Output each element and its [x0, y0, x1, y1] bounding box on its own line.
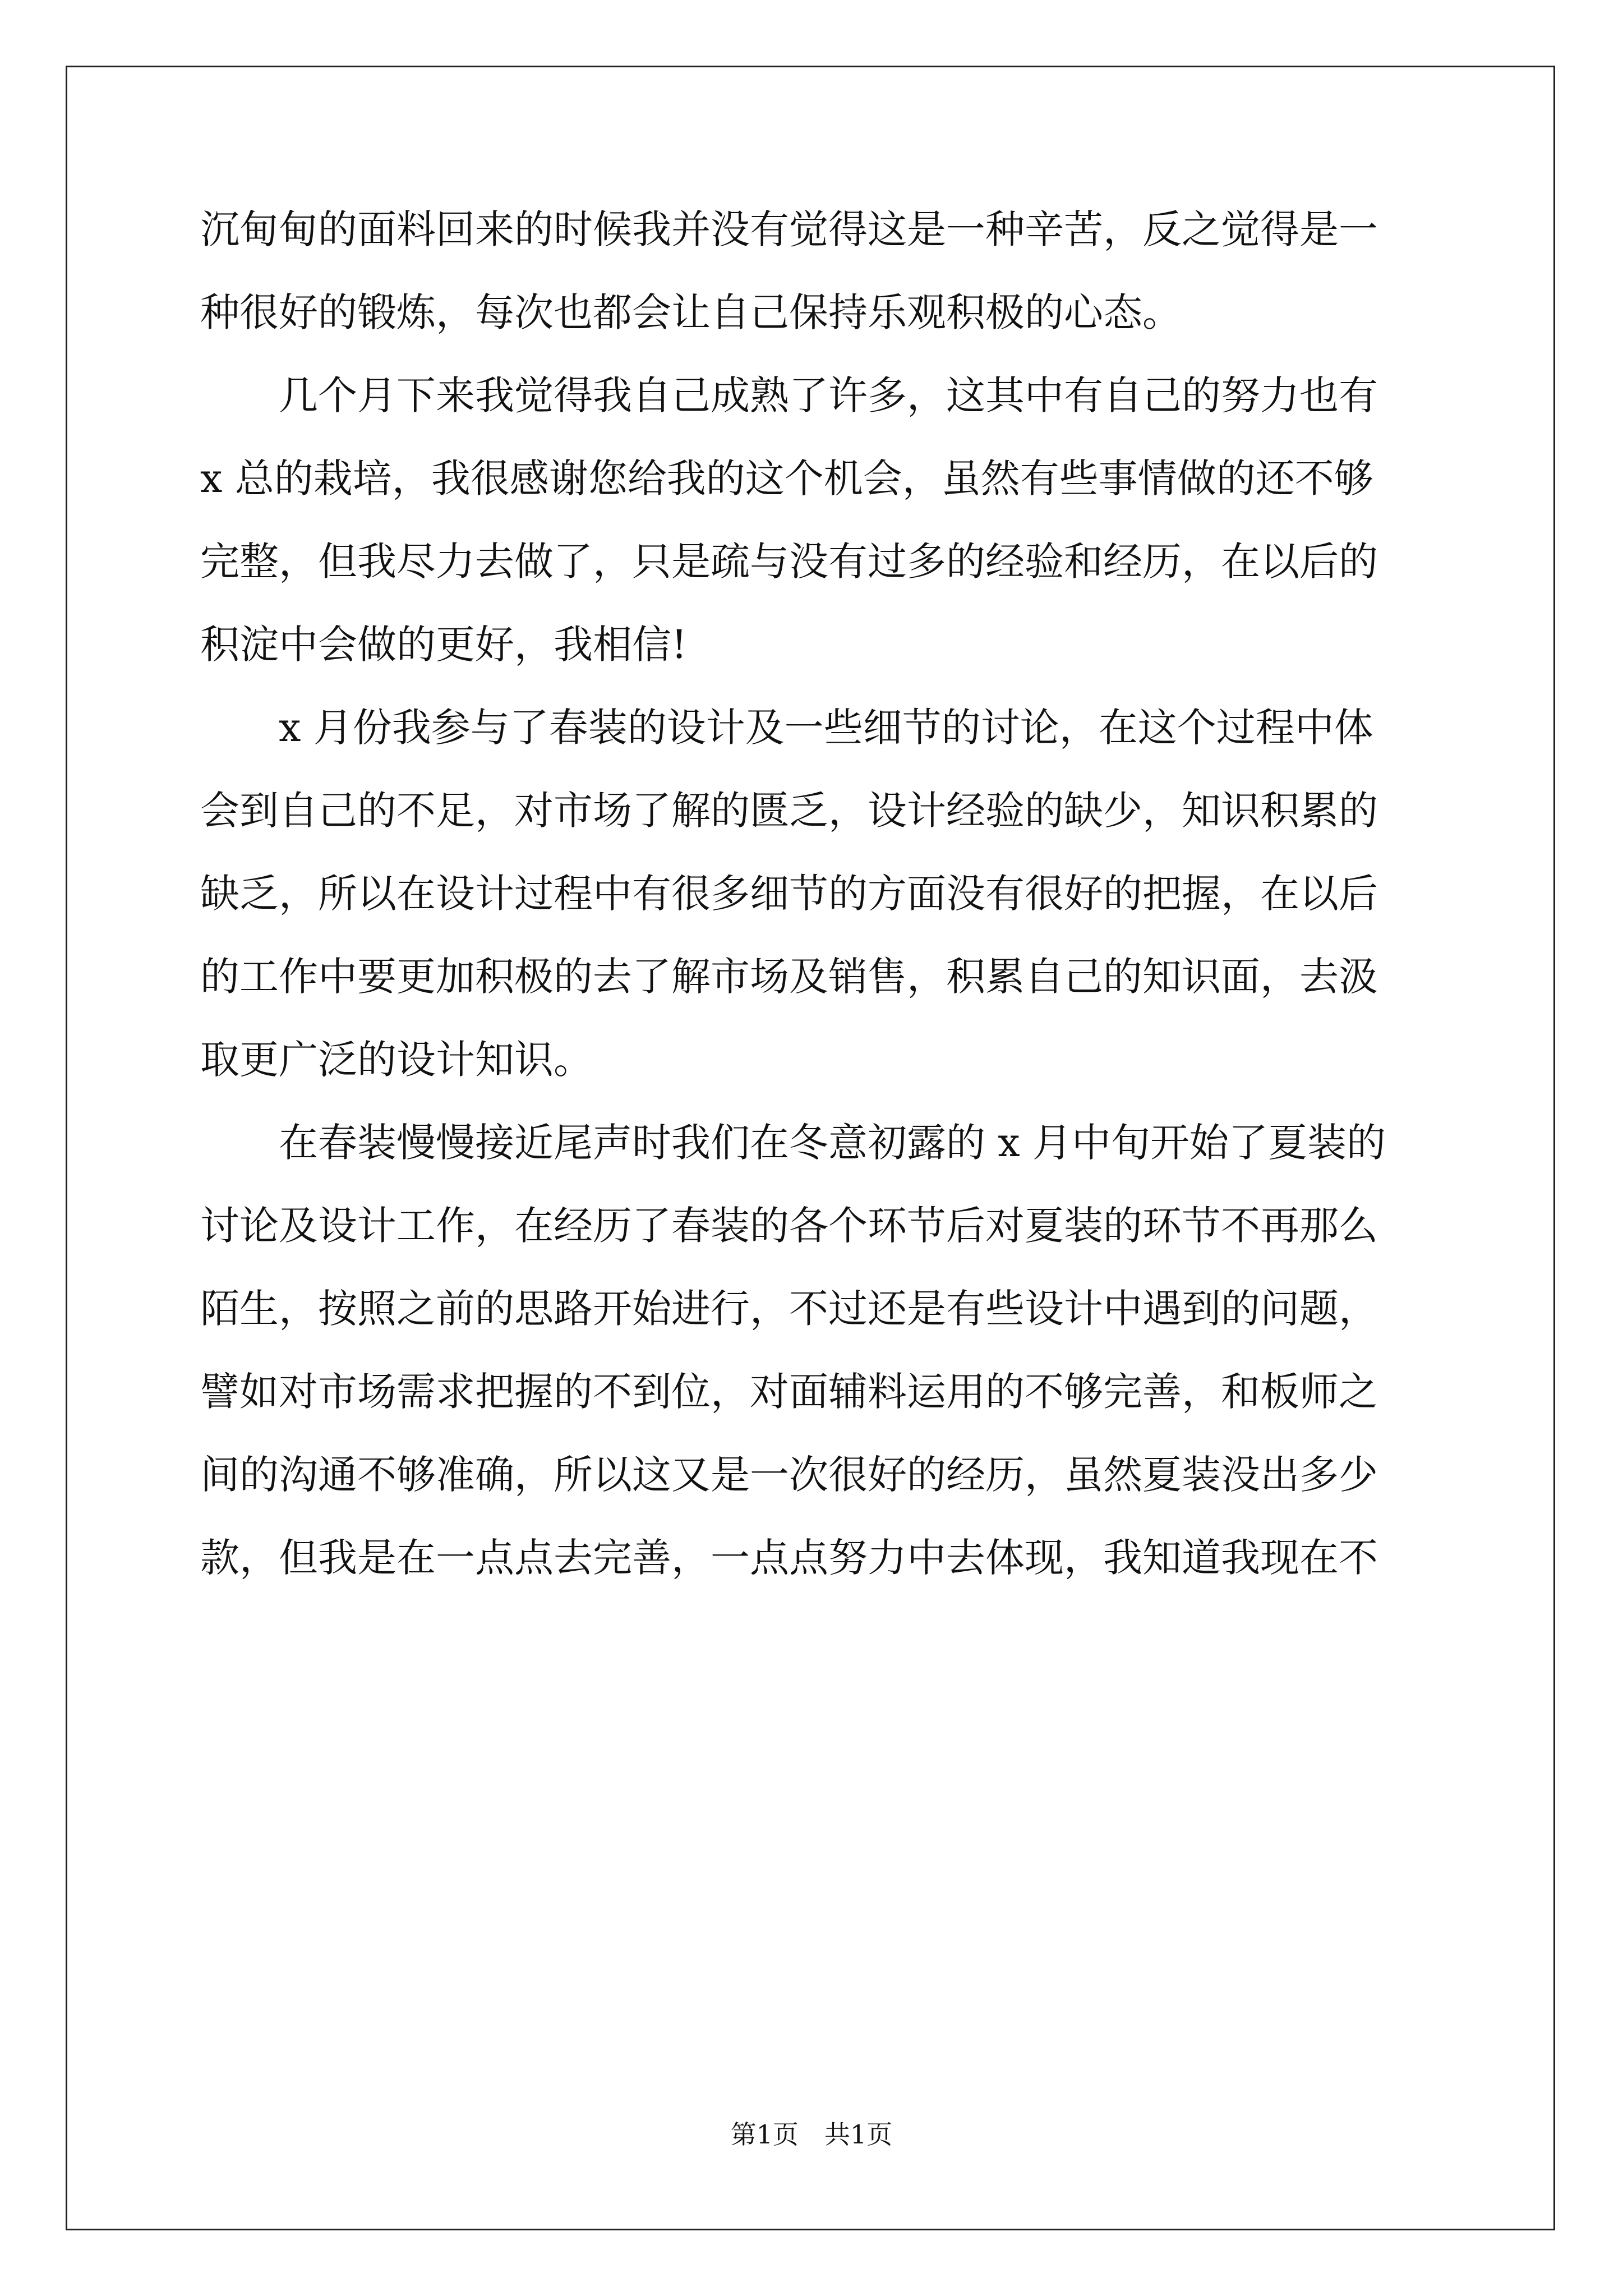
document-body [200, 188, 1423, 1599]
text-line: x 月份我参与了春装的设计及一些细节的讨论，在这个过程中体 [200, 705, 1373, 751]
page-footer: 第1页 共1页 [730, 2119, 893, 2150]
text-line: 完整，但我尽力去做了，只是疏与没有过多的经验和经历，在以后的 [200, 539, 1378, 585]
text-line: 几个月下来我觉得我自己成熟了许多，这其中有自己的努力也有 [200, 372, 1378, 418]
text-line: 款，但我是在一点点去完善，一点点努力中去体现，我知道我现在不 [200, 1535, 1378, 1581]
text-line: 种很好的锻炼，每次也都会让自己保持乐观积极的心态。 [200, 289, 1182, 335]
text-line: 间的沟通不够准确，所以这又是一次很好的经历，虽然夏装没出多少 [200, 1452, 1378, 1498]
text-line: 会到自己的不足，对市场了解的匮乏，设计经验的缺少，知识积累的 [200, 788, 1378, 834]
text-line: 陌生，按照之前的思路开始进行，不过还是有些设计中遇到的问题， [200, 1286, 1378, 1332]
text-line: 讨论及设计工作，在经历了春装的各个环节后对夏装的环节不再那么 [200, 1203, 1378, 1249]
text-line: x 总的栽培，我很感谢您给我的这个机会，虽然有些事情做的还不够 [200, 455, 1373, 501]
text-line: 沉甸甸的面料回来的时候我并没有觉得这是一种辛苦，反之觉得是一 [200, 206, 1378, 252]
text-line: 在春装慢慢接近尾声时我们在冬意初露的 x 月中旬开始了夏装的 [200, 1120, 1386, 1166]
text-line: 譬如对市场需求把握的不到位，对面辅料运用的不够完善，和板师之 [200, 1369, 1378, 1415]
text-line: 缺乏，所以在设计过程中有很多细节的方面没有很好的把握，在以后 [200, 871, 1378, 917]
text-line: 积淀中会做的更好，我相信! [200, 622, 688, 668]
text-line: 的工作中要更加积极的去了解市场及销售，积累自己的知识面，去汲 [200, 954, 1378, 1000]
text-line: 取更广泛的设计知识。 [200, 1037, 593, 1083]
